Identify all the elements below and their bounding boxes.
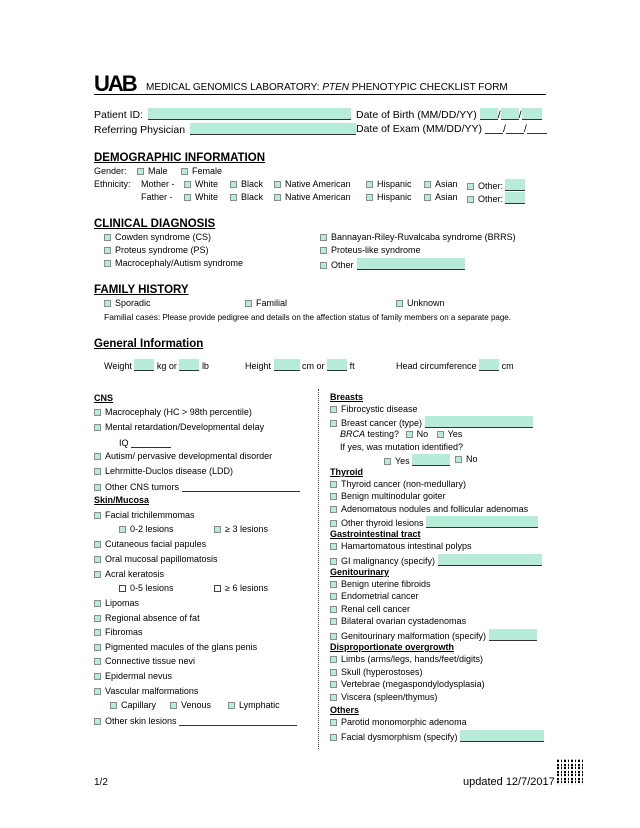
- gender-female-label: Female: [192, 166, 223, 176]
- clinical-title: CLINICAL DIAGNOSIS: [94, 218, 216, 230]
- checkbox-icon[interactable]: [330, 694, 337, 701]
- thyroid-title: Thyroid: [330, 467, 363, 477]
- patient-id-row: [94, 108, 351, 122]
- checkbox-icon[interactable]: [94, 571, 101, 578]
- family-sporadic-label: Sporadic: [115, 298, 151, 308]
- checkbox-icon[interactable]: [94, 688, 101, 695]
- father-hispanic[interactable]: [366, 192, 412, 203]
- item-label: Facial dysmorphism (specify): [341, 732, 458, 742]
- breasts-title: Breasts: [330, 392, 364, 402]
- other-cns-field[interactable]: [182, 481, 300, 492]
- checkbox-icon[interactable]: [94, 615, 101, 622]
- updated-date: updated 12/7/2017: [463, 776, 555, 788]
- checkbox-icon[interactable]: [330, 719, 337, 726]
- gu-title: Genitourinary: [330, 567, 390, 577]
- item-fibromas[interactable]: [94, 627, 143, 638]
- cns-title: CNS: [94, 393, 114, 403]
- mutation-no-label: No: [466, 454, 478, 464]
- checkbox-icon[interactable]: [230, 181, 237, 188]
- checkbox-icon[interactable]: [424, 181, 431, 188]
- item-label: Benign multinodular goiter: [341, 491, 446, 501]
- item-vertebrae[interactable]: [330, 679, 485, 690]
- acral-lesions-0-5[interactable]: [119, 583, 174, 594]
- item-label: Benign uterine fibroids: [341, 579, 431, 589]
- height-row: [245, 359, 355, 372]
- item-label: Skull (hyperostoses): [341, 667, 423, 677]
- item-label: Cutaneous facial papules: [105, 539, 207, 549]
- option-label: Other:: [478, 194, 504, 204]
- checkbox-icon[interactable]: [94, 453, 101, 460]
- item-label: Other skin lesions: [105, 716, 177, 726]
- checkbox-icon[interactable]: [184, 181, 191, 188]
- item-label: 0-2 lesions: [130, 524, 174, 534]
- item-other-skin-lesions[interactable]: [94, 715, 297, 727]
- acral-lesions-6-plus[interactable]: [214, 583, 268, 594]
- checkbox-icon[interactable]: [330, 606, 337, 613]
- checkbox-icon[interactable]: [94, 644, 101, 651]
- kg-or-label: kg or: [156, 361, 177, 371]
- brca-testing-row: [340, 429, 462, 440]
- brca-label: BRCA: [340, 429, 366, 439]
- facial-lesions-0-2[interactable]: [119, 524, 174, 535]
- item-label: Facial trichilemmomas: [105, 510, 195, 520]
- checkbox-icon[interactable]: [110, 702, 117, 709]
- item-breast-cancer[interactable]: [330, 416, 533, 429]
- family-unknown[interactable]: [396, 298, 445, 309]
- item-uterine-fibroids[interactable]: [330, 579, 431, 590]
- checkbox-icon[interactable]: [94, 512, 101, 519]
- item-macrocephaly[interactable]: [94, 407, 252, 418]
- page-number: 1/2: [94, 777, 108, 788]
- mutation-yes-label: Yes: [395, 456, 410, 466]
- diagnosis-label: Proteus syndrome (PS): [115, 245, 209, 255]
- father-other-field[interactable]: [505, 192, 525, 204]
- checkbox-icon[interactable]: [467, 196, 474, 203]
- exam-date-row: Date of Exam (MM/DD/YY) / /: [356, 123, 547, 136]
- diagnosis-cowden[interactable]: [104, 232, 211, 243]
- item-label: Venous: [181, 700, 212, 710]
- item-label: Thyroid cancer (non-medullary): [341, 479, 467, 489]
- item-label: GI malignancy (specify): [341, 556, 436, 566]
- checkbox-icon[interactable]: [214, 526, 221, 533]
- head-circumference-label: Head circumference: [396, 361, 477, 371]
- option-label: Other:: [478, 181, 504, 191]
- diagnosis-macrocephaly-autism[interactable]: [104, 258, 243, 269]
- item-oral-papillomatosis[interactable]: [94, 554, 218, 565]
- item-label: Fibromas: [105, 627, 143, 637]
- brca-no-option[interactable]: [406, 429, 429, 439]
- checkbox-icon[interactable]: [94, 600, 101, 607]
- option-label: Asian: [435, 192, 458, 202]
- checkbox-icon[interactable]: [330, 618, 337, 625]
- item-label: 0-5 lesions: [130, 583, 174, 593]
- vascular-venous[interactable]: [170, 700, 211, 711]
- exam-month-field[interactable]: [485, 123, 503, 134]
- checkbox-icon[interactable]: [330, 520, 337, 527]
- checkbox-icon[interactable]: [330, 558, 337, 565]
- gender-male-label: Male: [148, 166, 168, 176]
- family-sporadic[interactable]: [104, 298, 151, 309]
- father-black[interactable]: [230, 192, 263, 203]
- checkbox-icon[interactable]: [320, 234, 327, 241]
- option-label: Native American: [285, 179, 351, 189]
- diagnosis-brrs[interactable]: [320, 232, 516, 243]
- mother-hispanic[interactable]: [366, 179, 412, 190]
- patient-id-field[interactable]: [148, 108, 351, 120]
- checkbox-icon[interactable]: [330, 633, 337, 640]
- checkbox-icon[interactable]: [94, 468, 101, 475]
- item-label: Acral keratosis: [105, 569, 165, 579]
- checkbox-icon[interactable]: [119, 585, 126, 592]
- checkbox-icon[interactable]: [274, 194, 281, 201]
- dob-day-field[interactable]: [501, 108, 519, 120]
- referring-physician-row: [94, 123, 356, 137]
- option-label: Hispanic: [377, 192, 412, 202]
- checkbox-icon[interactable]: [230, 194, 237, 201]
- family-unknown-label: Unknown: [407, 298, 445, 308]
- item-label: Endometrial cancer: [341, 591, 419, 601]
- item-label: Other CNS tumors: [105, 482, 180, 492]
- item-label: Vascular malformations: [105, 686, 199, 696]
- checkbox-icon[interactable]: [320, 262, 327, 269]
- father-label: Father -: [141, 192, 173, 202]
- brca-no-label: No: [416, 429, 429, 439]
- checkbox-icon[interactable]: [137, 168, 144, 175]
- dob-row: Date of Birth (MM/DD/YY) / /: [356, 108, 542, 122]
- diagnosis-label: Cowden syndrome (CS): [115, 232, 212, 242]
- checkbox-icon[interactable]: [330, 420, 337, 427]
- referring-physician-field[interactable]: [190, 123, 356, 135]
- skin-title: Skin/Mucosa: [94, 495, 150, 505]
- checkbox-icon[interactable]: [330, 681, 337, 688]
- others-title: Others: [330, 705, 360, 715]
- item-label: Mental retardation/Developmental delay: [105, 422, 265, 432]
- facial-lesions-3-plus[interactable]: [214, 524, 268, 535]
- gi-malignancy-field[interactable]: [438, 554, 542, 566]
- option-label: Native American: [285, 192, 351, 202]
- lb-label: lb: [201, 361, 209, 371]
- item-renal-cancer[interactable]: [330, 604, 410, 615]
- disproportionate-title: Disproportionate overgrowth: [330, 642, 455, 652]
- diagnosis-other-field[interactable]: [357, 258, 465, 270]
- testing-label: testing?: [367, 429, 400, 439]
- weight-kg-field[interactable]: [134, 359, 154, 371]
- item-connective-nevi[interactable]: [94, 656, 195, 667]
- head-cm-label: cm: [501, 361, 514, 371]
- checkbox-icon[interactable]: [119, 526, 126, 533]
- item-label: Pigmented macules of the glans penis: [105, 642, 258, 652]
- item-label: Connective tissue nevi: [105, 656, 196, 666]
- item-vascular-malformations[interactable]: [94, 686, 198, 697]
- item-parotid-adenoma[interactable]: [330, 717, 467, 728]
- ft-label: ft: [349, 361, 355, 371]
- item-cutaneous-papules[interactable]: [94, 539, 206, 550]
- weight-label: Weight: [104, 361, 132, 371]
- mutation-question: If yes, was mutation identified?: [340, 442, 464, 452]
- checkbox-icon[interactable]: [94, 409, 101, 416]
- height-label: Height: [245, 361, 272, 371]
- checkbox-icon[interactable]: [94, 484, 101, 491]
- facial-dysmorphism-field[interactable]: [460, 730, 544, 742]
- checkbox-icon[interactable]: [214, 585, 221, 592]
- item-label: ≥ 3 lesions: [225, 524, 268, 534]
- dob-label: Date of Birth (MM/DD/YY): [356, 109, 477, 121]
- referring-physician-label: Referring Physician: [94, 124, 186, 136]
- item-lipomas[interactable]: [94, 598, 139, 609]
- gender-male-option[interactable]: [137, 166, 168, 177]
- item-autism[interactable]: [94, 451, 272, 462]
- father-other[interactable]: [467, 192, 525, 205]
- checkbox-icon[interactable]: [104, 247, 111, 254]
- item-label: Lymphatic: [239, 700, 280, 710]
- option-label: White: [195, 179, 219, 189]
- item-label: Parotid monomorphic adenoma: [341, 717, 467, 727]
- demographic-title: DEMOGRAPHIC INFORMATION: [94, 152, 266, 164]
- general-title: General Information: [94, 338, 204, 350]
- father-asian[interactable]: [424, 192, 458, 203]
- diagnosis-label: Macrocephaly/Autism syndrome: [115, 258, 244, 268]
- checkbox-icon[interactable]: [330, 481, 337, 488]
- item-label: ≥ 6 lesions: [225, 583, 268, 593]
- mutation-no-option[interactable]: [455, 454, 478, 465]
- diagnosis-label: Other: [331, 260, 354, 270]
- exam-day-field[interactable]: [506, 123, 524, 134]
- item-hamartomatous-polyps[interactable]: [330, 541, 472, 552]
- checkbox-icon[interactable]: [330, 581, 337, 588]
- item-label: Epidermal nevus: [105, 671, 173, 681]
- item-label: Limbs (arms/legs, hands/feet/digits): [341, 654, 484, 664]
- checkbox-icon[interactable]: [320, 247, 327, 254]
- column-divider: [318, 389, 319, 749]
- item-label: Lipomas: [105, 598, 140, 608]
- checkbox-icon[interactable]: [330, 656, 337, 663]
- item-goiter[interactable]: [330, 491, 446, 502]
- gi-title: Gastrointestinal tract: [330, 529, 421, 539]
- checkbox-icon[interactable]: [330, 493, 337, 500]
- checkbox-icon[interactable]: [455, 456, 462, 463]
- item-label: Breast cancer (type): [341, 418, 423, 428]
- other-skin-field[interactable]: [179, 715, 297, 726]
- familial-cases-text: Please provide pedigree and details on the affection status of family members on a separate page.: [162, 313, 511, 322]
- diagnosis-other[interactable]: [320, 258, 465, 271]
- weight-row: [104, 359, 209, 372]
- item-adenomatous-nodules[interactable]: [330, 504, 528, 515]
- item-skull[interactable]: [330, 667, 423, 678]
- item-label: Viscera (spleen/thymus): [341, 692, 438, 702]
- item-label: Genitourinary malformation (specify): [341, 631, 487, 641]
- checkbox-icon[interactable]: [104, 234, 111, 241]
- brca-yes-label: Yes: [447, 429, 463, 439]
- item-label: Macrocephaly (HC > 98th percentile): [105, 407, 252, 417]
- checkbox-icon[interactable]: [94, 424, 101, 431]
- vascular-capillary[interactable]: [110, 700, 156, 711]
- dob-month-field[interactable]: [480, 108, 498, 120]
- mother-other[interactable]: [467, 179, 525, 192]
- item-label: Autism/ pervasive developmental disorder: [105, 451, 273, 461]
- item-fibrocystic[interactable]: [330, 404, 418, 415]
- option-label: Black: [241, 192, 264, 202]
- checkbox-icon[interactable]: [245, 300, 252, 307]
- checkbox-icon[interactable]: [94, 556, 101, 563]
- header-title-prefix: MEDICAL GENOMICS LABORATORY:: [146, 82, 320, 93]
- item-ovarian-cystadenomas[interactable]: [330, 616, 466, 627]
- father-native-american[interactable]: [274, 192, 351, 203]
- father-white[interactable]: [184, 192, 218, 203]
- family-familial-label: Familial: [256, 298, 288, 308]
- checkbox-icon[interactable]: [330, 543, 337, 550]
- item-pigmented-macules[interactable]: [94, 642, 257, 653]
- breast-cancer-type-field[interactable]: [425, 416, 533, 428]
- cm-or-label: cm or: [302, 361, 325, 371]
- item-label: Bilateral ovarian cystadenomas: [341, 616, 467, 626]
- checkbox-icon[interactable]: [384, 458, 391, 465]
- item-other-cns[interactable]: [94, 481, 300, 493]
- diagnosis-proteus[interactable]: [104, 245, 209, 256]
- item-endometrial-cancer[interactable]: [330, 591, 419, 602]
- header-rule: [94, 94, 546, 95]
- item-viscera[interactable]: [330, 692, 437, 703]
- checkbox-icon[interactable]: [94, 541, 101, 548]
- ethnicity-label: Ethnicity:: [94, 179, 131, 189]
- height-ft-field[interactable]: [327, 359, 347, 371]
- weight-lb-field[interactable]: [179, 359, 199, 371]
- iq-field[interactable]: [131, 437, 171, 448]
- uab-logo: UAB: [94, 71, 136, 96]
- checkbox-icon[interactable]: [406, 431, 413, 438]
- height-cm-field[interactable]: [274, 359, 300, 371]
- item-label: Fibrocystic disease: [341, 404, 418, 414]
- option-label: Black: [241, 179, 264, 189]
- checkbox-icon[interactable]: [366, 194, 373, 201]
- item-label: Oral mucosal papillomatosis: [105, 554, 218, 564]
- checkbox-icon[interactable]: [104, 300, 111, 307]
- item-lhermitte[interactable]: [94, 466, 233, 477]
- item-acral-keratosis[interactable]: [94, 569, 164, 580]
- checkbox-icon[interactable]: [330, 669, 337, 676]
- header-title-gene: PTEN: [322, 82, 350, 93]
- checkbox-icon[interactable]: [104, 260, 111, 267]
- diagnosis-proteus-like[interactable]: [320, 245, 421, 256]
- mother-white[interactable]: [184, 179, 218, 190]
- checkbox-icon[interactable]: [94, 673, 101, 680]
- item-other-thyroid[interactable]: [330, 516, 538, 529]
- brca-yes-option[interactable]: [437, 429, 463, 439]
- gender-female-option[interactable]: [181, 166, 222, 177]
- checkbox-icon[interactable]: [228, 702, 235, 709]
- familial-cases-label: Familial cases:: [104, 312, 161, 322]
- item-label: Lehrmitte-Duclos disease (LDD): [105, 466, 234, 476]
- option-label: White: [195, 192, 219, 202]
- mother-other-field[interactable]: [505, 179, 525, 191]
- item-gi-malignancy[interactable]: [330, 554, 542, 567]
- patient-id-label: Patient ID:: [94, 109, 144, 121]
- head-circumference-field[interactable]: [479, 359, 499, 371]
- exam-date-label: Date of Exam (MM/DD/YY): [356, 123, 483, 135]
- item-label: Vertebrae (megaspondylodysplasia): [341, 679, 485, 689]
- other-thyroid-field[interactable]: [426, 516, 538, 528]
- gender-label: Gender:: [94, 166, 127, 176]
- item-limbs[interactable]: [330, 654, 483, 665]
- checkbox-icon[interactable]: [94, 629, 101, 636]
- familial-cases-note: [104, 312, 511, 323]
- item-epidermal-nevus[interactable]: [94, 671, 172, 682]
- checkbox-icon[interactable]: [274, 181, 281, 188]
- gu-malformation-field[interactable]: [489, 629, 537, 641]
- checkbox-icon[interactable]: [181, 168, 188, 175]
- checkbox-icon[interactable]: [424, 194, 431, 201]
- item-label: Adenomatous nodules and follicular adenomas: [341, 504, 529, 514]
- checkbox-icon[interactable]: [94, 658, 101, 665]
- dob-year-field[interactable]: [522, 108, 542, 120]
- item-gu-malformation[interactable]: [330, 629, 537, 642]
- mother-native-american[interactable]: [274, 179, 351, 190]
- family-familial[interactable]: [245, 298, 287, 309]
- head-circumference-row: [396, 359, 514, 372]
- checkbox-icon[interactable]: [330, 406, 337, 413]
- checkbox-icon[interactable]: [467, 183, 474, 190]
- item-facial-trichilemmomas[interactable]: [94, 510, 195, 521]
- iq-row: [119, 437, 171, 449]
- checkbox-icon[interactable]: [366, 181, 373, 188]
- diagnosis-label: Proteus-like syndrome: [331, 245, 421, 255]
- item-label: Regional absence of fat: [105, 613, 200, 623]
- iq-label: IQ: [119, 438, 129, 448]
- item-facial-dysmorphism[interactable]: [330, 730, 544, 743]
- item-regional-absence-fat[interactable]: [94, 613, 200, 624]
- checkbox-icon[interactable]: [94, 718, 101, 725]
- family-title: FAMILY HISTORY: [94, 284, 189, 296]
- mutation-field[interactable]: [412, 454, 450, 466]
- item-thyroid-cancer[interactable]: [330, 479, 466, 490]
- mother-asian[interactable]: [424, 179, 458, 190]
- mother-black[interactable]: [230, 179, 263, 190]
- checkbox-icon[interactable]: [330, 734, 337, 741]
- header-title: [146, 82, 508, 94]
- item-label: Capillary: [121, 700, 157, 710]
- item-label: Hamartomatous intestinal polyps: [341, 541, 472, 551]
- option-label: Asian: [435, 179, 458, 189]
- checkbox-icon[interactable]: [437, 431, 444, 438]
- item-mental-retardation[interactable]: [94, 422, 264, 433]
- header-title-suffix: PHENOTYPIC CHECKLIST FORM: [351, 82, 508, 93]
- option-label: Hispanic: [377, 179, 412, 189]
- checkbox-icon[interactable]: [184, 194, 191, 201]
- exam-year-field[interactable]: [527, 123, 547, 134]
- item-label: Other thyroid lesions: [341, 518, 424, 528]
- checkbox-icon[interactable]: [396, 300, 403, 307]
- checkbox-icon[interactable]: [330, 593, 337, 600]
- mutation-yes-option[interactable]: [384, 454, 450, 467]
- checkbox-icon[interactable]: [330, 506, 337, 513]
- qr-code-icon: [557, 759, 583, 785]
- diagnosis-label: Bannayan-Riley-Ruvalcaba syndrome (BRRS): [331, 232, 516, 242]
- item-label: Renal cell cancer: [341, 604, 411, 614]
- vascular-lymphatic[interactable]: [228, 700, 280, 711]
- checkbox-icon[interactable]: [170, 702, 177, 709]
- mother-label: Mother -: [141, 179, 175, 189]
